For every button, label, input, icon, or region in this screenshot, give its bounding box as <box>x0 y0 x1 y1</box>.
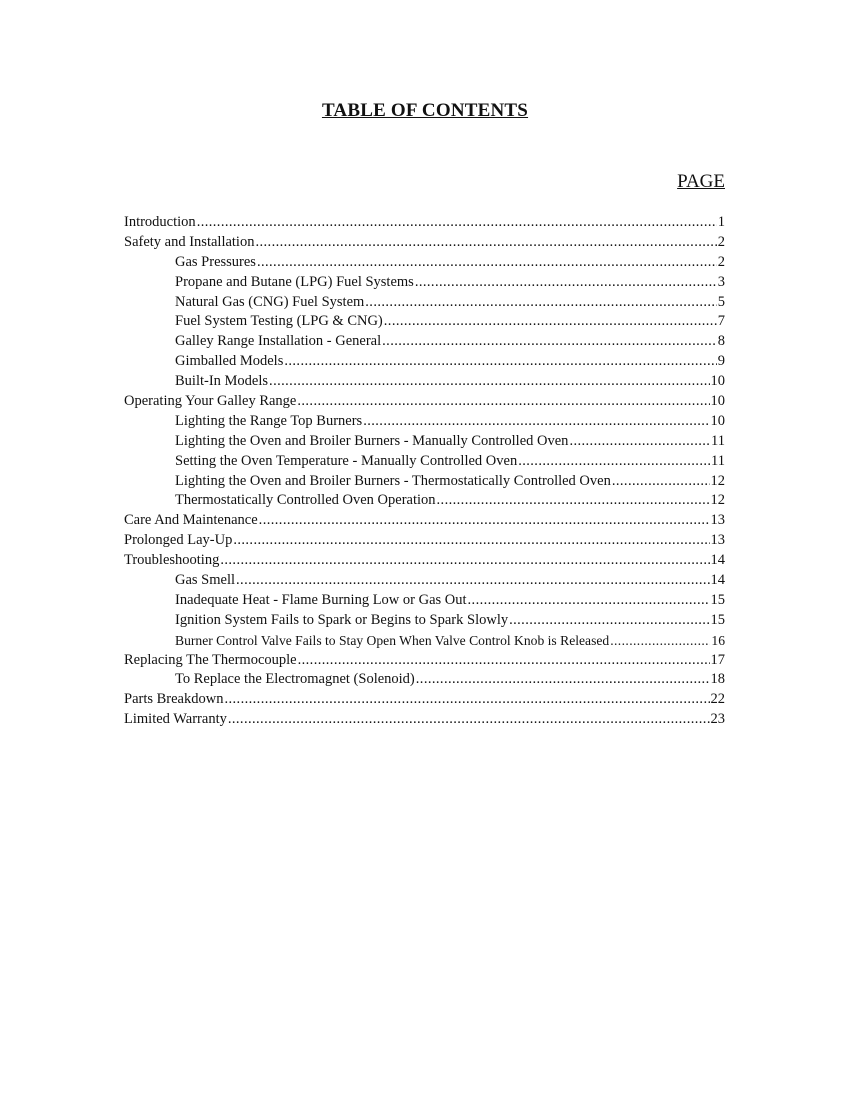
toc-entry <box>124 253 725 273</box>
toc-entry-title: Replacing The Thermocouple <box>124 651 297 668</box>
toc-entry-title: Built-In Models <box>175 373 269 390</box>
toc-entry-title: Gimballed Models <box>175 353 284 370</box>
toc-entry <box>124 472 725 492</box>
toc-entry-title: To Replace the Electromagnet (Solenoid) <box>175 671 415 688</box>
toc-entry <box>124 551 725 571</box>
toc-entry-title: Galley Range Installation - General <box>175 333 382 350</box>
dot-leader <box>269 372 709 392</box>
toc-entry-page-number: 12 <box>710 472 725 489</box>
toc-entry <box>124 611 725 631</box>
dot-leader <box>416 670 710 690</box>
toc-entry-page-number: 7 <box>717 313 725 330</box>
toc-entry-page-number: 14 <box>710 552 725 569</box>
toc-entry <box>124 531 725 551</box>
toc-entry-page-number: 10 <box>710 393 725 410</box>
toc-entry <box>124 670 725 690</box>
table-of-contents <box>124 213 725 730</box>
dot-leader <box>365 293 716 313</box>
dot-leader <box>257 253 717 273</box>
dot-leader <box>610 631 710 651</box>
dot-leader <box>612 472 710 492</box>
toc-entry <box>124 432 725 452</box>
dot-leader <box>569 432 710 452</box>
toc-entry-page-number: 9 <box>717 353 725 370</box>
toc-entry <box>124 511 725 531</box>
toc-entry <box>124 591 725 611</box>
toc-entry <box>124 233 725 253</box>
toc-entry <box>124 710 725 730</box>
toc-entry <box>124 372 725 392</box>
dot-leader <box>236 571 709 591</box>
dot-leader <box>197 213 717 233</box>
toc-entry <box>124 651 725 671</box>
toc-entry <box>124 273 725 293</box>
toc-entry-title: Inadequate Heat - Flame Burning Low or Gas Out <box>175 591 467 608</box>
toc-entry-page-number: 3 <box>717 273 725 290</box>
dot-leader <box>518 452 710 472</box>
toc-entry-title: Parts Breakdown <box>124 691 224 708</box>
toc-entry-page-number: 13 <box>710 532 725 549</box>
toc-entry <box>124 213 725 233</box>
toc-entry-title: Ignition System Fails to Spark or Begins to Spark Slowly <box>175 611 509 628</box>
toc-entry-page-number: 16 <box>711 632 725 648</box>
toc-entry <box>124 491 725 511</box>
toc-entry <box>124 392 725 412</box>
toc-entry-title: Operating Your Galley Range <box>124 393 297 410</box>
toc-entry <box>124 452 725 472</box>
toc-entry <box>124 293 725 313</box>
page-column-header: PAGE <box>677 171 725 192</box>
dot-leader <box>220 551 709 571</box>
toc-entry <box>124 571 725 591</box>
toc-entry-page-number: 11 <box>711 452 725 469</box>
toc-entry-page-number: 5 <box>717 293 725 310</box>
dot-leader <box>228 710 710 730</box>
toc-entry-title: Introduction <box>124 214 196 230</box>
dot-leader <box>437 491 710 511</box>
dot-leader <box>415 273 717 293</box>
toc-entry-page-number: 10 <box>710 412 725 429</box>
toc-entry-page-number: 1 <box>717 214 725 230</box>
toc-entry-page-number: 22 <box>710 691 725 708</box>
toc-entry-page-number: 14 <box>710 572 725 589</box>
page-title: TABLE OF CONTENTS <box>321 100 529 121</box>
toc-entry-page-number: 8 <box>717 333 725 350</box>
toc-entry <box>124 631 725 651</box>
dot-leader <box>224 690 709 710</box>
toc-entry-title: Fuel System Testing (LPG & CNG) <box>175 313 383 330</box>
toc-entry-page-number: 15 <box>710 611 725 628</box>
toc-entry-title: Lighting the Oven and Broiler Burners - Manually Controlled Oven <box>175 432 569 449</box>
toc-entry <box>124 352 725 372</box>
toc-entry-title: Prolonged Lay-Up <box>124 532 233 549</box>
toc-entry-page-number: 13 <box>710 512 725 529</box>
toc-entry-title: Care And Maintenance <box>124 512 258 529</box>
toc-entry <box>124 332 725 352</box>
toc-entry-title: Safety and Installation <box>124 233 255 250</box>
dot-leader <box>259 511 710 531</box>
dot-leader <box>255 233 716 253</box>
toc-entry-title: Troubleshooting <box>124 552 220 569</box>
dot-leader <box>382 332 717 352</box>
dot-leader <box>468 591 710 611</box>
dot-leader <box>384 312 717 332</box>
toc-entry-title: Setting the Oven Temperature - Manually Controlled Oven <box>175 452 518 469</box>
toc-entry-title: Gas Pressures <box>175 253 256 270</box>
toc-entry-page-number: 12 <box>710 492 725 509</box>
dot-leader <box>233 531 709 551</box>
toc-entry-title: Limited Warranty <box>124 711 227 728</box>
toc-entry-page-number: 2 <box>717 253 725 270</box>
dot-leader <box>509 611 709 631</box>
toc-entry-title: Gas Smell <box>175 572 236 589</box>
toc-entry-title: Lighting the Oven and Broiler Burners - Thermostatically Controlled Oven <box>175 472 611 489</box>
toc-entry-page-number: 18 <box>710 671 725 688</box>
dot-leader <box>363 412 709 432</box>
toc-entry-title: Burner Control Valve Fails to Stay Open When Valve Control Knob is Released <box>175 632 610 648</box>
toc-entry-page-number: 15 <box>710 591 725 608</box>
toc-entry-title: Propane and Butane (LPG) Fuel Systems <box>175 273 414 290</box>
toc-entry-title: Lighting the Range Top Burners <box>175 412 363 429</box>
toc-entry-page-number: 17 <box>710 651 725 668</box>
toc-entry-title: Thermostatically Controlled Oven Operation <box>175 492 436 509</box>
toc-entry-page-number: 2 <box>717 233 725 250</box>
toc-entry <box>124 412 725 432</box>
toc-entry <box>124 690 725 710</box>
dot-leader <box>298 651 710 671</box>
dot-leader <box>297 392 709 412</box>
toc-entry-title: Natural Gas (CNG) Fuel System <box>175 293 365 310</box>
toc-entry <box>124 312 725 332</box>
toc-entry-page-number: 11 <box>711 432 725 449</box>
dot-leader <box>284 352 716 372</box>
toc-entry-page-number: 23 <box>710 711 725 728</box>
toc-entry-page-number: 10 <box>710 373 725 390</box>
